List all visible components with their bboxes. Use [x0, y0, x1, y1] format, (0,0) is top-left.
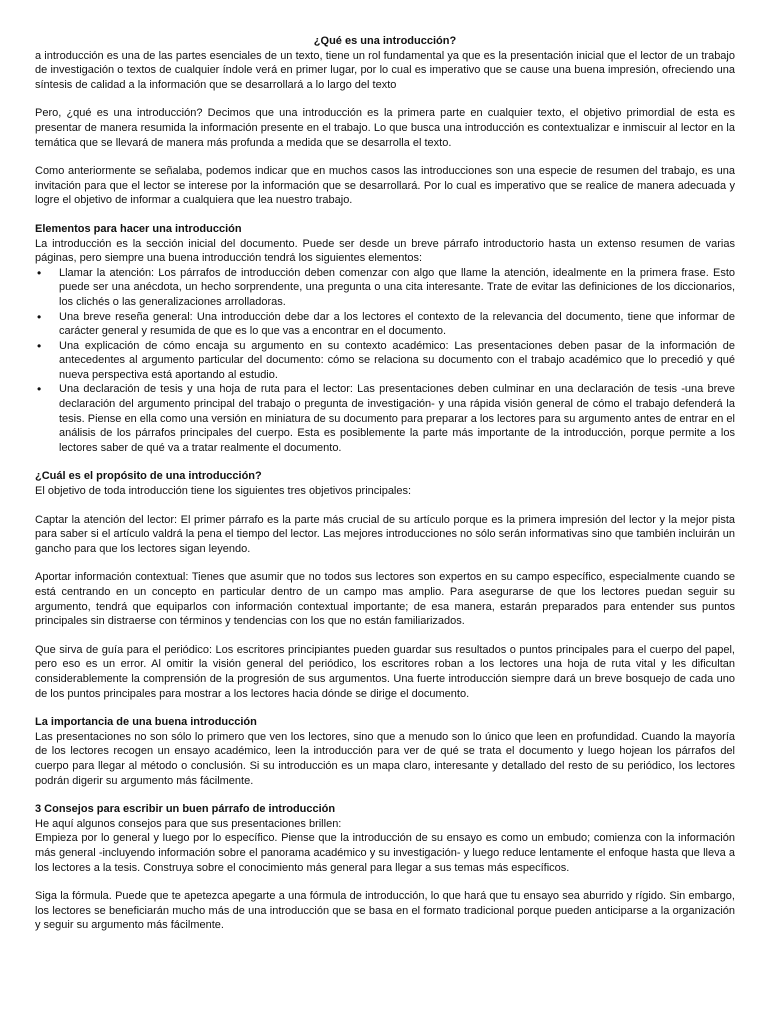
spacer — [35, 455, 735, 469]
intro-paragraph-1: a introducción es una de las partes esenciales de un texto, tiene un rol fundamental ya que es la presentación inicial que el lector de un trabajo de investigación o textos de cualquier índole verá en primer lugar, por lo cual es imperativo que se cause una buena impresión, ofreciendo una síntesis de calidad a la información que se desarrollará a lo largo del texto — [35, 49, 735, 91]
elements-lead: La introducción es la sección inicial del documento. Puede ser desde un breve párrafo introductorio hasta un extenso resumen de varias páginas, pero siempre una buena introducción tendrá los siguientes elementos: — [35, 237, 735, 265]
spacer — [35, 629, 735, 643]
section-heading-elements: Elementos para hacer una introducción — [35, 222, 242, 235]
spacer — [35, 92, 735, 106]
spacer — [35, 788, 735, 802]
section-heading-tips: 3 Consejos para escribir un buen párrafo de introducción — [35, 803, 336, 816]
purpose-lead: El objetivo de toda introducción tiene los siguientes tres objetivos principales: — [35, 485, 412, 498]
bullet-item: • Una declaración de tesis y una hoja de ruta para el lector: Las presentaciones deben culminar en una declaración de tesis -una breve declaración del argumento principal del trabajo o pregunta de investigación- y una rápida visión general de cómo el trabajo defenderá la tesis. Piense en ella como una versión en miniatura de su documento para preparar a los lectores para su argumento antes de entrar en el análisis de los párrafos principales del cuerpo. Esta es posiblemente la parte más importante de la introducción, porque permite a los lectores saber de qué va a tratar realmente el documento. — [35, 382, 735, 455]
importance-paragraph-1: Las presentaciones no son sólo lo primero que ven los lectores, sino que a menudo son lo único que leen en profundidad. Cuando la mayoría de los lectores recogen un ensayo académico, leen la introducción para ver de qué se trata el documento y luego hojean los párrafos del cuerpo para llegar al método o conclusión. Si su introducción es un mapa claro, interesante y detallado del resto de su periódico, los lectores podrán digerir su argumento más fácilmente. — [35, 730, 735, 787]
tips-paragraph-1: Empieza por lo general y luego por lo específico. Piense que la introducción de su ensayo es como un embudo; comienza con la información más general -incluyendo información sobre el panorama académico y su investigación- y luego reduce lentamente el enfoque hasta que lleva a los lectores a la tesis. Construya sobre el conocimiento más general para llegar a sus temas más específicos. — [35, 832, 735, 874]
spacer — [35, 208, 735, 222]
bullet-item: • Llamar la atención: Los párrafos de introducción deben comenzar con algo que llame la atención, idealmente en la primera frase. Esto puede ser una anécdota, un hecho sorprendente, una pregunta o una cita interesante. Trate de evitar las definiciones de los diccionarios, los clichés o las generalizaciones arrolladoras. — [35, 266, 735, 310]
spacer — [35, 556, 735, 570]
section-heading-importance: La importancia de una buena introducción — [35, 716, 257, 729]
spacer — [35, 150, 735, 164]
spacer — [35, 701, 735, 715]
spacer — [35, 875, 735, 889]
elements-bullet-list — [35, 266, 735, 456]
spacer — [35, 499, 735, 513]
intro-paragraph-3: Como anteriormente se señalaba, podemos indicar que en muchos casos las introducciones son una especie de resumen del trabajo, es una invitación para que el lector se interese por la información que se desarrollará. Por lo cual es imperativo que se realice de manera adecuada y logre el objetivo de informar a cualquiera que lea nuestro trabajo. — [35, 165, 735, 207]
purpose-paragraph-2: Aportar información contextual: Tienes que asumir que no todos sus lectores son expertos en su campo específico, especialmente cuando se está centrando en un concepto en particular dentro de un campo mas amplio. Para asegurarse de que los lectores puedan seguir su argumento, tendrá que equiparlos con información contextual importante; de esa manera, estarán preparados para entender sus puntos principales sin distraerse con términos y tendencias con los que no están familiarizados. — [35, 571, 735, 628]
bullet-item: • Una breve reseña general: Una introducción debe dar a los lectores el contexto de la relevancia del documento, tiene que informar de carácter general y resumida de que es lo que vas a encontrar en el documento. — [35, 310, 735, 339]
tips-lead: He aquí algunos consejos para que sus presentaciones brillen: — [35, 817, 342, 830]
bullet-item: • Una explicación de cómo encaja su argumento en su contexto académico: Las presentaciones deben pasar de la información de antecedentes al argumento particular del documento: cómo se relaciona su documento con el trabajo académico que lo precedió y qué nueva perspectiva está aportando al estudio. — [35, 339, 735, 383]
tips-paragraph-2: Siga la fórmula. Puede que te apetezca apegarte a una fórmula de introducción, lo que hará que tu ensayo sea aburrido y rígido. Sin embargo, los lectores se beneficiarán mucho más de una introducción que se basa en el formato tradicional porque pueden anticiparse a la organización y seguir su argumento más fácilmente. — [35, 890, 735, 932]
document-title: ¿Qué es una introducción? — [313, 35, 457, 47]
intro-paragraph-2: Pero, ¿qué es una introducción? Decimos que una introducción es la primera parte en cualquier texto, el objetivo primordial de esta es presentar de manera resumida la información presente en el trabajo. Lo que busca una introducción es contextualizar e inmiscuir al lector en la temática que se llevará de manera más profunda a medida que se desarrolla el texto. — [35, 107, 735, 149]
section-heading-purpose: ¿Cuál es el propósito de una introducción? — [35, 470, 262, 483]
purpose-paragraph-1: Captar la atención del lector: El primer párrafo es la parte más crucial de su artículo porque es la primera impresión del lector y la mejor pista para saber si el artículo valdrá la pena el tiempo del lector. Las mejores introducciones no sólo serán informativas sino que también incluirán un gancho para que los lectores sigan leyendo. — [35, 513, 735, 555]
purpose-paragraph-3: Que sirva de guía para el periódico: Los escritores principiantes pueden guardar sus resultados o puntos principales para el cuerpo del papel, pero eso es un error. Al omitir la visión general del periódico, los escritores roban a los lectores una hoja de ruta vital y les dificultan considerablemente la comprensión de la progresión de sus argumentos. Una fuerte introducción siempre dará un breve bosquejo de cada uno de los puntos principales para mostrar a los lectores hacia dónde se dirige el documento. — [35, 643, 735, 700]
